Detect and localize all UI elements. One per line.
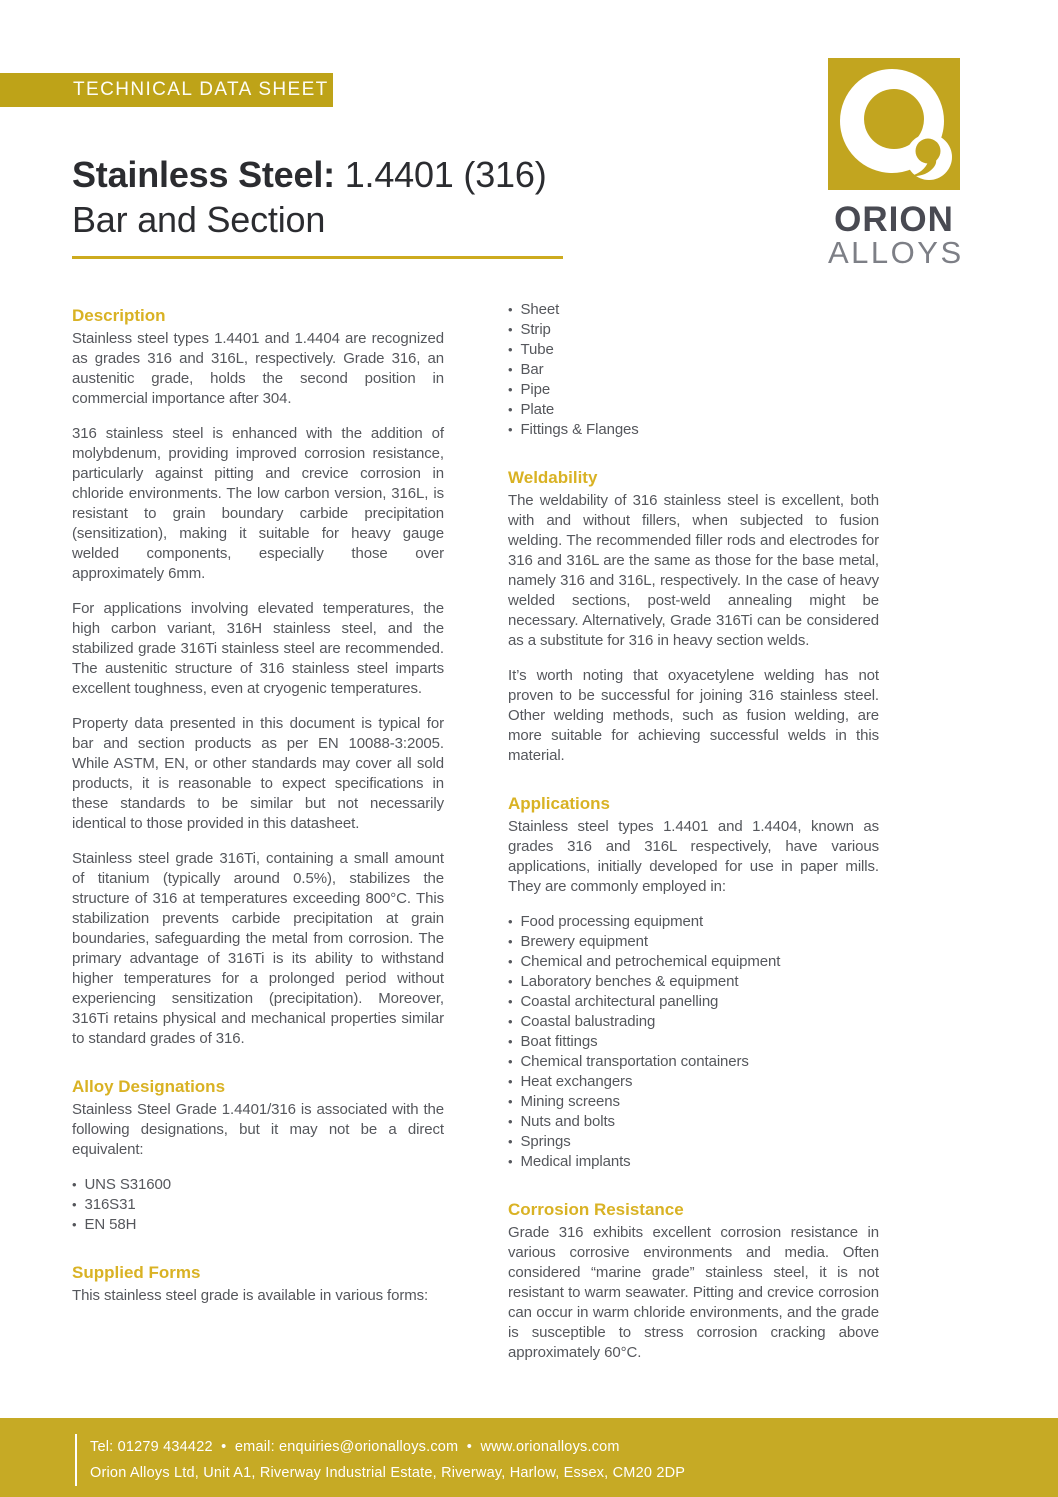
list-item: • Brewery equipment xyxy=(508,932,879,952)
description-paragraph: For applications involving elevated temperatures, the high carbon variant, 316H stainless steel, and the stabilized grade 316Ti stainless steel are recommended. The austenitic structure of 316 stainless steel imparts excellent toughness, even at cryogenic temperatures. xyxy=(72,600,444,697)
page-title-line2: Bar and Section xyxy=(72,199,326,240)
list-item: • 316S31 xyxy=(72,1195,444,1215)
list-item: • Mining screens xyxy=(508,1092,879,1112)
title-grade-spec: 1.4401 (316) xyxy=(334,154,547,195)
logo-text-alloys: ALLOYS xyxy=(828,235,964,270)
list-item: • Chemical and petrochemical equipment xyxy=(508,952,879,972)
list-item: • Bar xyxy=(508,360,879,380)
orion-q-icon xyxy=(828,58,960,190)
footer-contact-line: Tel: 01279 434422 • email: enquiries@orionalloys.com • www.orionalloys.com xyxy=(90,1439,620,1455)
title-product-name: Stainless Steel: xyxy=(72,154,335,195)
list-item: • Coastal architectural panelling xyxy=(508,992,879,1012)
section-supplied-forms-list xyxy=(508,300,879,440)
section-description xyxy=(72,306,444,1049)
corrosion-resistance-paragraph: Grade 316 exhibits excellent corrosion resistance in various corrosive environments and media. Often considered “marine grade” stainless steel, it is not resistant to warm seawater. Pitting and crevice corrosion can occur in warm chloride environments, and the grade is susceptible to stress corrosion cracking above approximately 60°C. xyxy=(508,1224,879,1361)
list-item: • Medical implants xyxy=(508,1152,879,1172)
description-paragraph: Stainless steel grade 316Ti, containing a small amount of titanium (typically around 0.5%), stabilizes the structure of 316 at temperatures exceeding 800°C. This stabilization prevents carbide precipitation at grain boundaries, safeguarding the metal from corrosion. The primary advantage of 316Ti is its ability to withstand higher temperatures for a prolonged period without experiencing sensitization (precipitation). Moreover, 316Ti retains physical and mechanical properties similar to standard grades of 316. xyxy=(72,850,444,1047)
list-item: • Heat exchangers xyxy=(508,1072,879,1092)
list-item: • UNS S31600 xyxy=(72,1175,444,1195)
right-column xyxy=(508,300,879,1363)
section-weldability xyxy=(508,468,879,766)
section-heading-applications: Applications xyxy=(508,794,611,813)
section-alloy-designations xyxy=(72,1077,444,1235)
page-title-line1 xyxy=(72,152,546,197)
list-item: • Springs xyxy=(508,1132,879,1152)
section-corrosion-resistance xyxy=(508,1200,879,1363)
weldability-paragraph: The weldability of 316 stainless steel is excellent, both with and without fillers, when subjected to fusion welding. The recommended filler rods and electrodes for 316 and 316L are the same as those for the base metal, namely 316 and 316L, respectively. In the case of heavy welded sections, post-weld annealing might be necessary. Alternatively, Grade 316Ti can be considered as a substitute for 316 in heavy section welds. xyxy=(508,492,879,649)
section-heading-supplied-forms: Supplied Forms xyxy=(72,1263,201,1282)
alloy-designations-list xyxy=(72,1175,444,1235)
list-item: • Strip xyxy=(508,320,879,340)
list-item: • Food processing equipment xyxy=(508,912,879,932)
list-item: • Pipe xyxy=(508,380,879,400)
list-item: • Nuts and bolts xyxy=(508,1112,879,1132)
section-heading-weldability: Weldability xyxy=(508,468,598,487)
list-item: • Fittings & Flanges xyxy=(508,420,879,440)
footer xyxy=(0,1418,1058,1497)
list-item: • Boat fittings xyxy=(508,1032,879,1052)
section-heading-alloy-designations: Alloy Designations xyxy=(72,1077,226,1096)
list-item: • Plate xyxy=(508,400,879,420)
alloy-designations-intro: Stainless Steel Grade 1.4401/316 is associated with the following designations, but it may not be a direct equivalent: xyxy=(72,1101,444,1158)
supplied-forms-intro: This stainless steel grade is available in various forms: xyxy=(72,1287,429,1304)
list-item: • Sheet xyxy=(508,300,879,320)
supplied-forms-list xyxy=(508,300,879,440)
section-supplied-forms xyxy=(72,1263,444,1306)
list-item: • Tube xyxy=(508,340,879,360)
list-item: • Chemical transportation containers xyxy=(508,1052,879,1072)
logo-text-orion: ORION xyxy=(834,200,954,239)
left-column xyxy=(72,306,444,1306)
footer-address-line: Orion Alloys Ltd, Unit A1, Riverway Industrial Estate, Riverway, Harlow, Essex, CM20 2DP xyxy=(90,1465,686,1481)
description-paragraph: Property data presented in this document is typical for bar and section products as per EN 10088-3:2005. While ASTM, EN, or other standards may cover all sold products, it is reasonable to expect specifications in these standards to be similar but not necessarily identical to those provided in this datasheet. xyxy=(72,715,444,832)
section-heading-description: Description xyxy=(72,306,166,325)
title-divider xyxy=(72,256,563,259)
footer-contact-block xyxy=(75,1434,685,1486)
page-title xyxy=(72,152,546,242)
section-applications xyxy=(508,794,879,1172)
applications-list xyxy=(508,912,879,1172)
orion-alloys-logo xyxy=(828,58,964,270)
list-item: • EN 58H xyxy=(72,1215,444,1235)
description-paragraph: 316 stainless steel is enhanced with the addition of molybdenum, providing improved corrosion resistance, particularly against pitting and crevice corrosion in chloride environments. The low carbon version, 316L, is resistant to grain boundary carbide precipitation (sensitization), making it suitable for heavy gauge welded components, especially those over approximately 6mm. xyxy=(72,425,444,582)
banner-technical-data-sheet: TECHNICAL DATA SHEET xyxy=(0,73,333,107)
list-item: • Laboratory benches & equipment xyxy=(508,972,879,992)
weldability-paragraph: It’s worth noting that oxyacetylene welding has not proven to be successful for joining 316 stainless steel. Other welding methods, such as fusion welding, are more suitable for achieving successful welds in this material. xyxy=(508,667,879,764)
section-heading-corrosion-resistance: Corrosion Resistance xyxy=(508,1200,684,1219)
applications-intro: Stainless steel types 1.4401 and 1.4404, known as grades 316 and 316L respectively, have various applications, initially developed for use in paper mills. They are commonly employed in: xyxy=(508,818,879,895)
description-paragraph: Stainless steel types 1.4401 and 1.4404 are recognized as grades 316 and 316L, respectively. Grade 316, an austenitic grade, holds the second position in commercial importance after 304. xyxy=(72,330,444,407)
list-item: • Coastal balustrading xyxy=(508,1012,879,1032)
